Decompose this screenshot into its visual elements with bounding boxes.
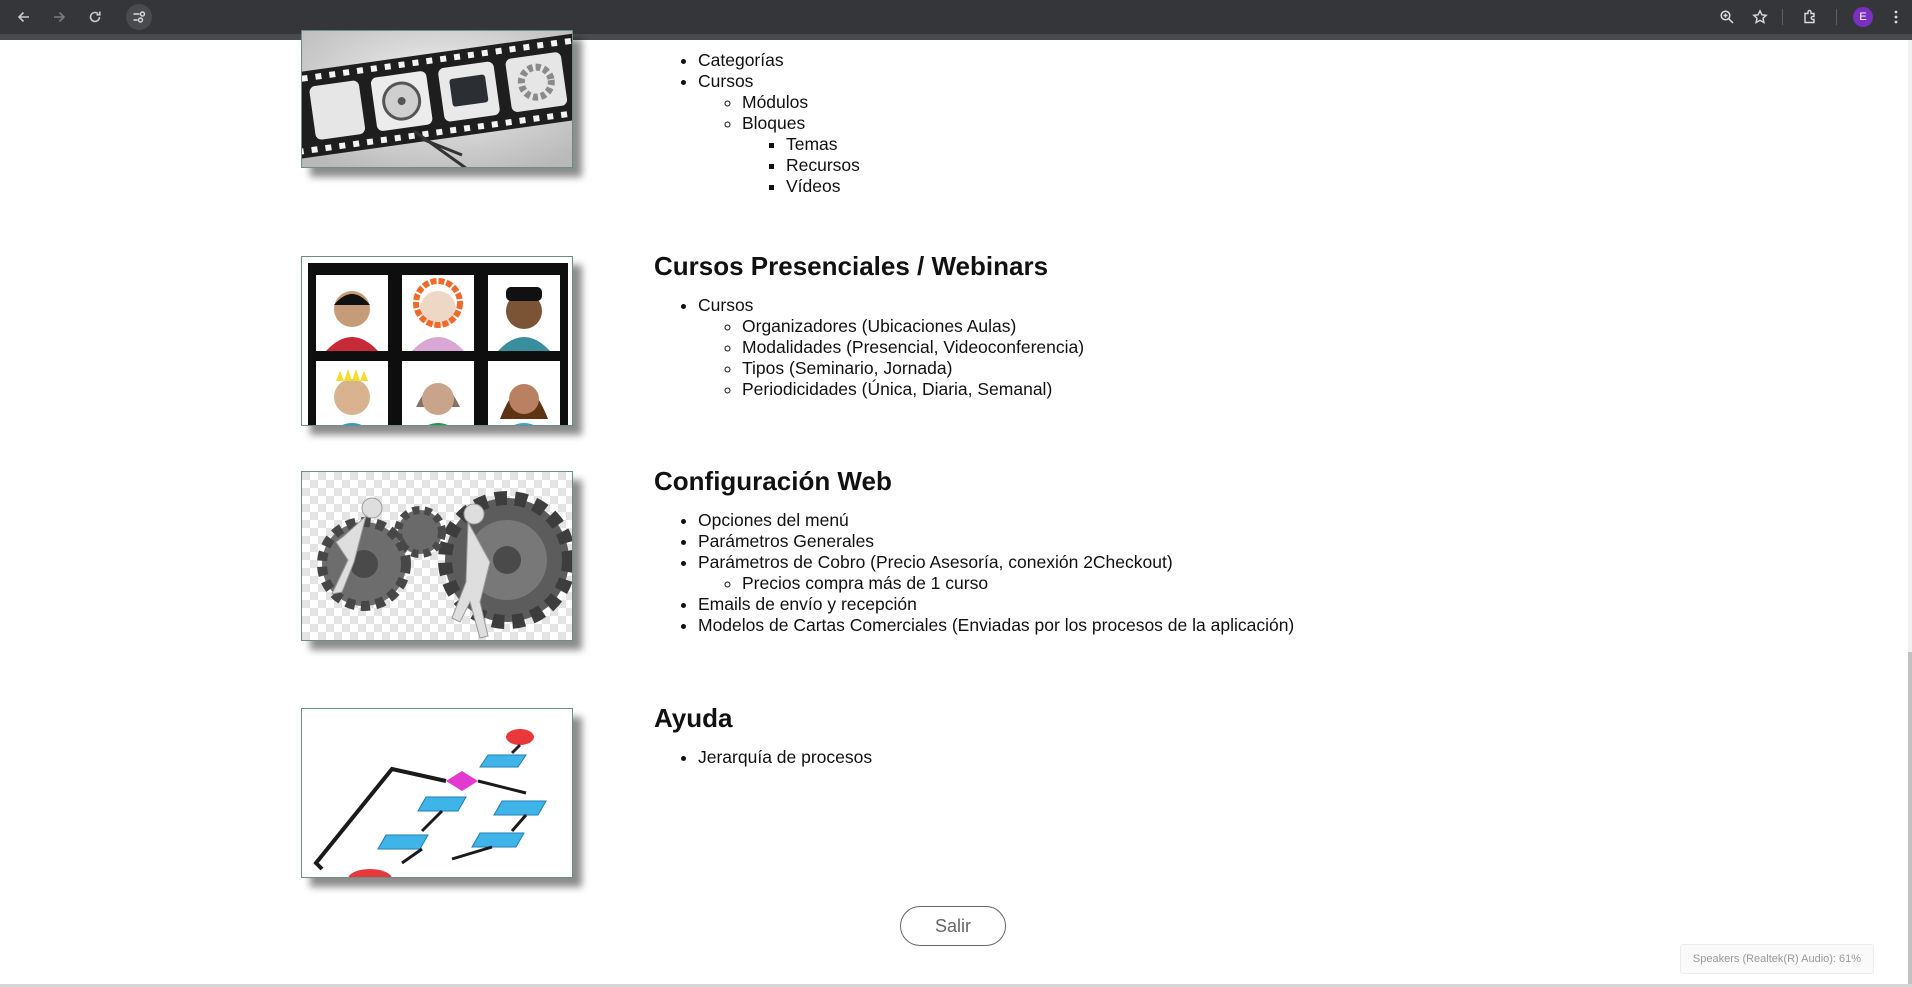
menu-icon	[1888, 9, 1904, 25]
flowchart-illustration	[302, 709, 573, 878]
bookmark-button[interactable]	[1747, 4, 1773, 30]
list-item[interactable]: • Parámetros Generales	[698, 531, 1294, 552]
site-info-icon	[131, 9, 147, 25]
gears-image	[301, 471, 573, 641]
list-item[interactable]: ◦ Tipos (Seminario, Jornada)	[742, 358, 1084, 379]
list-item[interactable]: • Cursos ◦ Módulos ◦ Bloques ▪ Temas ▪ Recursos ▪ Vídeos	[698, 71, 860, 197]
list-item[interactable]: ◦ Bloques ▪ Temas ▪ Recursos ▪ Vídeos	[742, 113, 860, 197]
list-item[interactable]: • Parámetros de Cobro (Precio Asesoría, conexión 2Checkout) ◦ Precios compra más de 1 curso	[698, 552, 1294, 594]
toolbar-separator	[1782, 9, 1783, 25]
list-item[interactable]: ◦ Organizadores (Ubicaciones Aulas)	[742, 316, 1084, 337]
site-info-button[interactable]	[126, 4, 152, 30]
flowchart-image	[301, 708, 573, 878]
section-title: Ayuda	[654, 703, 733, 733]
menu-button[interactable]	[1886, 4, 1906, 30]
section-ayuda	[654, 703, 872, 768]
list-item[interactable]: ◦ Modalidades (Presencial, Videoconferencia)	[742, 337, 1084, 358]
star-icon	[1752, 9, 1768, 25]
forward-icon	[51, 9, 67, 25]
section-media	[654, 50, 860, 197]
list-item[interactable]: • Cursos ◦ Organizadores (Ubicaciones Aulas) ◦ Modalidades (Presencial, Videoconferencia) ◦ Tipos (Seminario, Jornada) ◦ Periodicidades (Única, Diaria, Semanal)	[698, 295, 1084, 400]
list-item[interactable]: ▪ Vídeos	[786, 176, 860, 197]
filmstrip-image	[301, 30, 573, 168]
webinar-participants-image	[301, 256, 573, 426]
section-configuracion	[654, 466, 1294, 636]
profile-avatar[interactable]: E	[1853, 7, 1873, 27]
list-item[interactable]: ▪ Temas	[786, 134, 860, 155]
forward-button[interactable]	[46, 4, 72, 30]
list-item[interactable]: ▪ Recursos	[786, 155, 860, 176]
browser-toolbar	[0, 0, 1912, 40]
volume-toast: Speakers (Realtek(R) Audio): 61%	[1680, 944, 1874, 974]
section-title: Configuración Web	[654, 466, 892, 496]
exit-button[interactable]: Salir	[900, 906, 1006, 946]
scrollbar-thumb[interactable]	[1908, 652, 1912, 987]
zoom-button[interactable]	[1714, 4, 1740, 30]
list-item[interactable]: • Categorías	[698, 50, 860, 71]
extensions-icon	[1802, 9, 1818, 25]
filmstrip-illustration	[302, 31, 573, 168]
page-content	[0, 40, 1908, 987]
list-item[interactable]: ◦ Módulos	[742, 92, 860, 113]
list-item[interactable]: • Modelos de Cartas Comerciales (Enviadas por los procesos de la aplicación)	[698, 615, 1294, 636]
list-item[interactable]: ◦ Periodicidades (Única, Diaria, Semanal)	[742, 379, 1084, 400]
extensions-button[interactable]	[1797, 4, 1823, 30]
back-button[interactable]	[11, 4, 37, 30]
back-icon	[16, 9, 32, 25]
toolbar-separator	[1836, 9, 1837, 25]
section-presenciales	[654, 251, 1084, 400]
list-item[interactable]: • Opciones del menú	[698, 510, 1294, 531]
section-title: Cursos Presenciales / Webinars	[654, 251, 1049, 281]
list-item[interactable]: • Jerarquía de procesos	[698, 747, 872, 768]
gears-illustration	[302, 472, 573, 641]
reload-icon	[87, 9, 103, 25]
webinar-grid-illustration	[302, 257, 573, 426]
page-scrollbar[interactable]	[1908, 40, 1912, 987]
zoom-icon	[1719, 9, 1735, 25]
reload-button[interactable]	[82, 4, 108, 30]
list-item[interactable]: ◦ Precios compra más de 1 curso	[742, 573, 1294, 594]
list-item[interactable]: • Emails de envío y recepción	[698, 594, 1294, 615]
